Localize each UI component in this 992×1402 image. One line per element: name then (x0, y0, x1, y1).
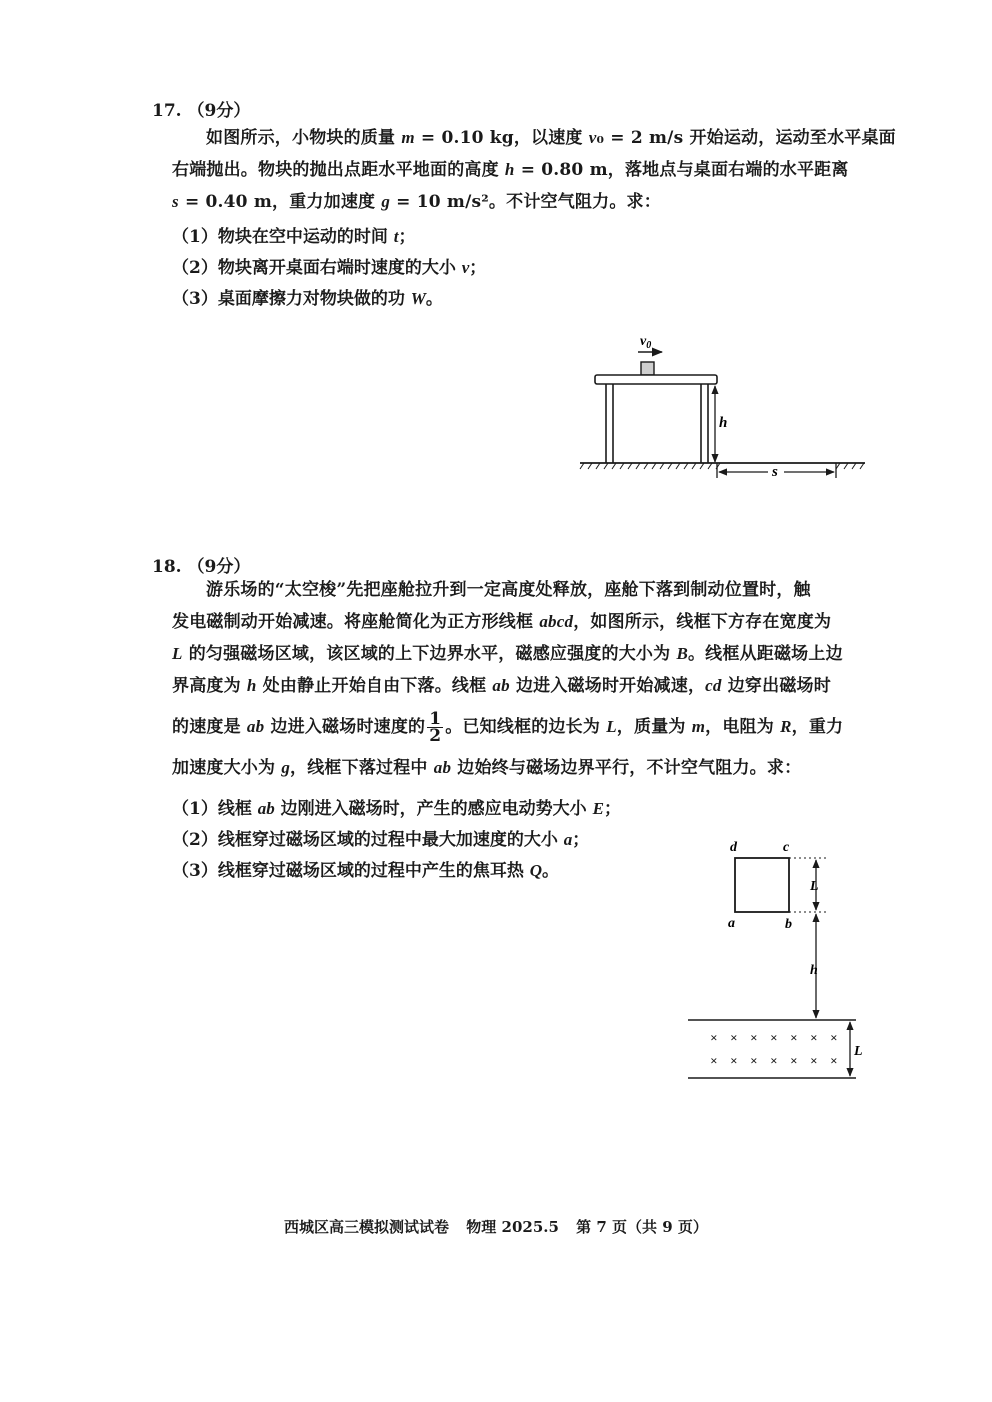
q18-number: 18. (152, 557, 182, 577)
q18-side-label: L (810, 879, 819, 894)
q18-drop-label: h (810, 963, 818, 978)
svg-text:×: × (830, 1053, 838, 1068)
q17-heading (152, 96, 250, 121)
q17-s-label: s (772, 464, 778, 480)
q17-intro-line: 右端抛出。物块的抛出点距水平地面的高度 h = 0.80 m，落地点与桌面右端的水平距离 (172, 160, 849, 180)
footer-exam: 西城区高三模拟测试试卷 (284, 1218, 450, 1236)
svg-text:×: × (770, 1030, 778, 1045)
svg-text:×: × (810, 1030, 818, 1045)
q18-item-2: （2）线框穿过磁场区域的过程中最大加速度的大小 a； (172, 830, 590, 850)
q18-frac-num: 1 (429, 709, 442, 729)
svg-text:×: × (750, 1030, 758, 1045)
q18-corner-d: d (730, 840, 737, 855)
q18-last-line: 加速度大小为 g，线框下落过程中 ab 边始终与磁场边界平行，不计空气阻力。求： (172, 758, 802, 778)
q18-score: （9分） (187, 557, 251, 577)
q17-intro-line: s = 0.40 m，重力加速度 g = 10 m/s²。不计空气阻力。求： (172, 192, 661, 212)
q18-item-3: （3）线框穿过磁场区域的过程中产生的焦耳热 Q。 (172, 861, 560, 881)
q17-h-label: h (719, 415, 728, 431)
q17-figure (570, 330, 870, 480)
svg-text:×: × (790, 1053, 798, 1068)
page-footer (0, 1216, 992, 1237)
q17-intro-line: 如图所示，小物块的质量 m = 0.10 kg，以速度 v₀ = 2 m/s 开始运动，运动至水平桌面 (206, 128, 896, 148)
q17-number: 17. (152, 101, 182, 121)
q18-intro-line: 界高度为 h 处由静止开始自由下落。线框 ab 边进入磁场时开始减速，cd 边穿出磁场时 (172, 676, 831, 696)
q18-frac-after: 。已知线框的边长为 L，质量为 m，电阻为 R，重力 (445, 717, 844, 737)
q18-intro-line: 发电磁制动开始减速。将座舱简化为正方形线框 abcd，如图所示，线框下方存在宽度为 (172, 612, 832, 632)
q17-item-2: （2）物块离开桌面右端时速度的大小 v； (172, 258, 487, 278)
q18-item-1: （1）线框 ab 边刚进入磁场时，产生的感应电动势大小 E； (172, 799, 621, 819)
svg-text:×: × (710, 1030, 718, 1045)
q18-intro-line: L 的匀强磁场区域，该区域的上下边界水平，磁感应强度的大小为 B。线框从距磁场上边 (172, 644, 843, 664)
q18-frac-line (172, 702, 843, 752)
q18-frame (735, 858, 789, 912)
svg-text:×: × (830, 1030, 838, 1045)
svg-text:×: × (770, 1053, 778, 1068)
svg-text:×: × (730, 1030, 738, 1045)
q18-field-label: L (854, 1044, 863, 1059)
q17-score: （9分） (187, 101, 251, 121)
q17-v0-label: $v_0$ (640, 334, 652, 351)
q18-corner-b: b (785, 917, 792, 932)
footer-page: 第 7 页（共 9 页） (576, 1218, 708, 1236)
q17-item-1: （1）物块在空中运动的时间 t； (172, 227, 416, 247)
svg-text:×: × (750, 1053, 758, 1068)
q18-frac-den: 2 (429, 726, 442, 746)
svg-text:×: × (730, 1053, 738, 1068)
q18-intro (172, 574, 843, 784)
q18-frac-before: 的速度是 ab 边进入磁场时速度的 (172, 717, 426, 737)
q18-figure (680, 835, 870, 1085)
q18-corner-c: c (783, 840, 790, 855)
q17-tabletop (595, 375, 717, 384)
svg-text:×: × (790, 1030, 798, 1045)
footer-subject: 物理 2025.5 (466, 1218, 559, 1236)
q18-field-marks (710, 1030, 837, 1068)
q17-intro (172, 122, 896, 218)
svg-text:×: × (810, 1053, 818, 1068)
q17-block (641, 362, 654, 375)
svg-text:×: × (710, 1053, 718, 1068)
q18-corner-a: a (728, 916, 735, 931)
q18-fraction (427, 711, 443, 744)
q17-item-3: （3）桌面摩擦力对物块做的功 W。 (172, 289, 443, 309)
q18-intro-line: 游乐场的“太空梭”先把座舱拉升到一定高度处释放，座舱下落到制动位置时，触 (206, 580, 811, 600)
